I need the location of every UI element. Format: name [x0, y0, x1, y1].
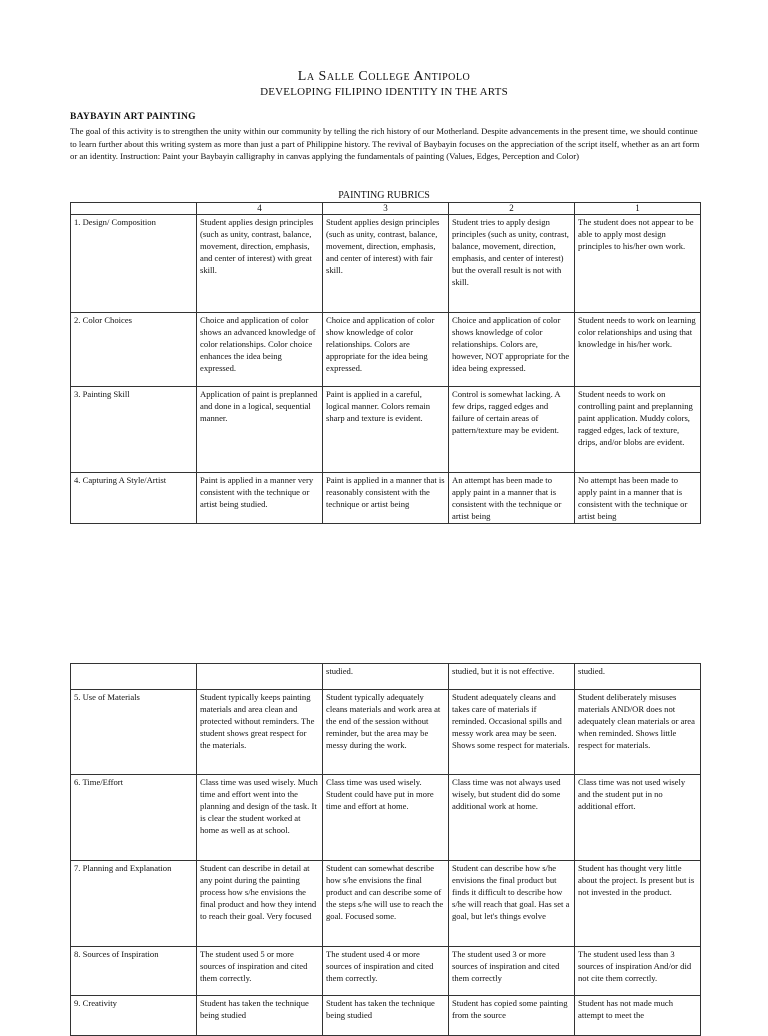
rubric-title: PAINTING RUBRICS: [338, 190, 430, 201]
rubric-cell: studied.: [323, 664, 449, 690]
rubric-cell: Student has taken the technique being studied: [197, 996, 323, 1036]
rubric-cell: Student has thought very little about the project. Is present but is not invested in the product.: [575, 861, 701, 947]
header-cell-score-1: 1: [575, 203, 701, 215]
rubric-cell: Paint is applied in a manner that is reasonably consistent with the technique or artist being: [323, 473, 449, 524]
table-row: [71, 861, 701, 947]
rubric-table-page2: [70, 663, 701, 1036]
rubric-cell: Student typically adequately cleans materials and work area at the end of the session without reminder, but the area may be messy during the work.: [323, 690, 449, 775]
rubric-cell: An attempt has been made to apply paint in a manner that is consistent with the technique or artist being: [449, 473, 575, 524]
rubric-cell: Class time was used wisely. Much time and effort went into the planning and design of the task. It is clear the student worked at home as well as at school.: [197, 775, 323, 861]
rubric-cell: Class time was used wisely. Student could have put in more time and effort at home.: [323, 775, 449, 861]
table-row: [71, 690, 701, 775]
rubric-cell: Student can somewhat describe how s/he envisions the final product and can describe some of the steps s/he will use to reach the goal. Focused some.: [323, 861, 449, 947]
header-cell-score-2: 2: [449, 203, 575, 215]
criterion-cell: 9. Creativity: [71, 996, 197, 1036]
rubric-cell: Student needs to work on controlling paint and preplanning paint application. Muddy colors, ragged edges, lack of texture, drips, and/or blobs are evident.: [575, 387, 701, 473]
section-heading: BAYBAYIN ART PAINTING: [70, 112, 196, 122]
rubric-cell: Student needs to work on learning color relationships and using that knowledge in his/her work.: [575, 313, 701, 387]
table-row: [71, 664, 701, 690]
rubric-cell: Class time was not used wisely and the student put in no additional effort.: [575, 775, 701, 861]
rubric-cell: Application of paint is preplanned and done in a logical, sequential manner.: [197, 387, 323, 473]
rubric-cell: Choice and application of color shows knowledge of color relationships. Colors are, however, NOT appropriate for the idea being expressed.: [449, 313, 575, 387]
rubric-cell: Student typically keeps painting materials and area clean and protected without reminders. The student shows great respect for the materials.: [197, 690, 323, 775]
rubric-cell: Student has taken the technique being studied: [323, 996, 449, 1036]
table-row: [71, 313, 701, 387]
rubric-cell: Student deliberately misuses materials AND/OR does not adequately clean materials or area when reminded. Shows little respect for materials.: [575, 690, 701, 775]
rubric-cell: The student does not appear to be able to apply most design principles to his/her own work.: [575, 215, 701, 313]
criterion-cell: 1. Design/ Composition: [71, 215, 197, 313]
intro-paragraph: The goal of this activity is to strengthen the unity within our community by telling the rich history of our Motherland. Despite advancements in the present time, we should continue to learn further about this writing system as more than just a part of Philippine history. The revival of Baybayin focuses on the appreciation of the script itself, whether as an art form or an identity. Instruction: Paint your Baybayin calligraphy in canvas applying the fundamentals of painting (Values, Edges, Perception and Color): [70, 126, 700, 162]
header-cell-criterion: [71, 203, 197, 215]
header-cell-score-3: 3: [323, 203, 449, 215]
table-row: [71, 775, 701, 861]
rubric-cell: Student can describe in detail at any point during the painting process how s/he envisions the final product and how they intend to reach their goal. Very focused: [197, 861, 323, 947]
rubric-cell: Student adequately cleans and takes care of materials if reminded. Occasional spills and messy work area may be seen. Shows some respect for materials.: [449, 690, 575, 775]
rubric-cell: The student used 3 or more sources of inspiration and cited them correctly: [449, 947, 575, 996]
criterion-cell: 5. Use of Materials: [71, 690, 197, 775]
rubric-cell: Student tries to apply design principles (such as unity, contrast, balance, movement, direction, emphasis, and center of interest) but the overall result is not with skill.: [449, 215, 575, 313]
table-row: [71, 473, 701, 524]
rubric-cell: Choice and application of color show knowledge of color relationships. Colors are appropriate for the idea being expressed.: [323, 313, 449, 387]
criterion-cell: 8. Sources of Inspiration: [71, 947, 197, 996]
rubric-cell: Student applies design principles (such as unity, contrast, balance, movement, direction, emphasis, and center of interest) with fair skill.: [323, 215, 449, 313]
table-row: [71, 996, 701, 1036]
rubric-cell: Paint is applied in a manner very consistent with the technique or artist being studied.: [197, 473, 323, 524]
header-cell-score-4: 4: [197, 203, 323, 215]
criterion-cell: 4. Capturing A Style/Artist: [71, 473, 197, 524]
rubric-cell: Student has not made much attempt to meet the: [575, 996, 701, 1036]
table-row: [71, 387, 701, 473]
rubric-cell: Student can describe how s/he envisions the final product but finds it difficult to describe how s/he will reach that goal. Has set a goal, but let's things evolve: [449, 861, 575, 947]
rubric-cell: The student used 5 or more sources of inspiration and cited them correctly.: [197, 947, 323, 996]
rubric-cell: studied, but it is not effective.: [449, 664, 575, 690]
table-row: [71, 215, 701, 313]
rubric-cell: Paint is applied in a careful, logical manner. Colors remain sharp and texture is evident.: [323, 387, 449, 473]
school-name: La Salle College Antipolo: [297, 69, 471, 84]
criterion-cell: 3. Painting Skill: [71, 387, 197, 473]
rubric-cell: Class time was not always used wisely, but student did do some additional work at home.: [449, 775, 575, 861]
rubric-table-page1: [70, 202, 701, 524]
rubric-cell: The student used less than 3 sources of inspiration And/or did not cite them correctly.: [575, 947, 701, 996]
rubric-cell: studied.: [575, 664, 701, 690]
rubric-header-row: [71, 203, 701, 215]
rubric-cell: The student used 4 or more sources of inspiration and cited them correctly.: [323, 947, 449, 996]
criterion-cell: [71, 664, 197, 690]
rubric-cell: No attempt has been made to apply paint in a manner that is consistent with the technique or artist being: [575, 473, 701, 524]
criterion-cell: 7. Planning and Explanation: [71, 861, 197, 947]
rubric-cell: Student has copied some painting from the source: [449, 996, 575, 1036]
rubric-cell: [197, 664, 323, 690]
rubric-cell: Choice and application of color shows an advanced knowledge of color relationships. Color choice enhances the idea being expressed.: [197, 313, 323, 387]
rubric-cell: Control is somewhat lacking. A few drips, ragged edges and failure of certain areas of pattern/texture may be evident.: [449, 387, 575, 473]
rubric-cell: Student applies design principles (such as unity, contrast, balance, movement, direction, emphasis, and center of interest) with great skill.: [197, 215, 323, 313]
criterion-cell: 2. Color Choices: [71, 313, 197, 387]
table-row: [71, 947, 701, 996]
document-subtitle: DEVELOPING FILIPINO IDENTITY IN THE ARTS: [260, 86, 508, 98]
criterion-cell: 6. Time/Effort: [71, 775, 197, 861]
